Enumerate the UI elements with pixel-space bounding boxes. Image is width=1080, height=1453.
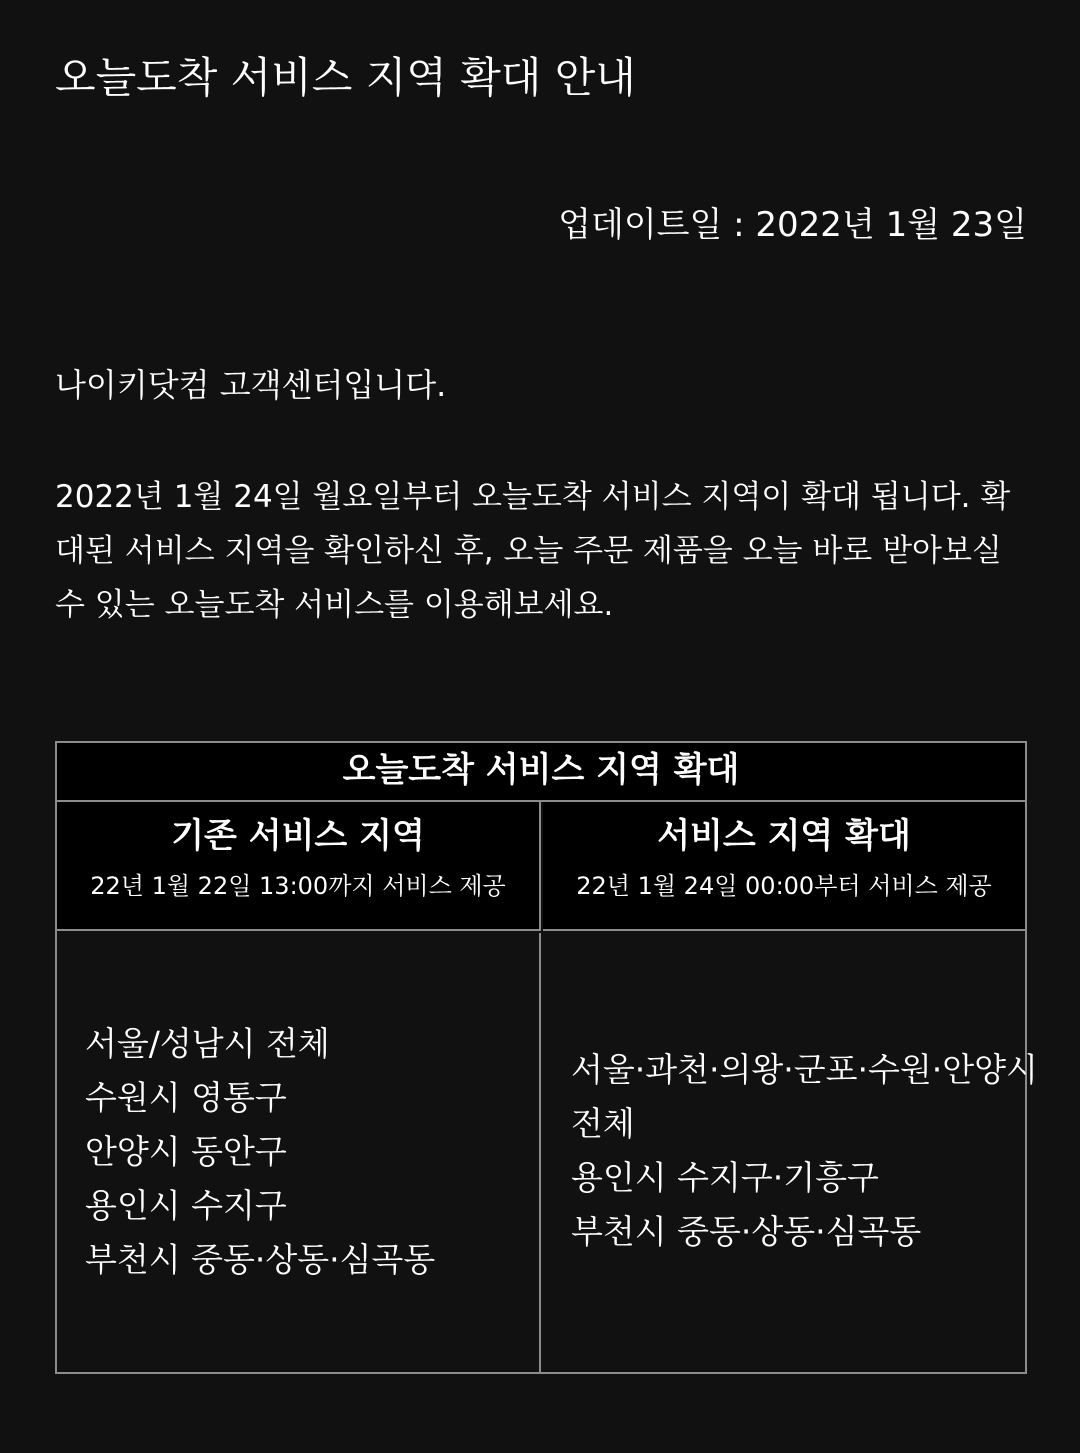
region-item: 안양시 동안구 — [85, 1132, 287, 1171]
body-line: 대된 서비스 지역을 확인하신 후, 오늘 주문 제품을 오늘 바로 받아보실 — [55, 533, 1002, 569]
expanded-area-period: 22년 1월 24일 00:00부터 서비스 제공 — [576, 872, 992, 900]
page-title: 오늘도착 서비스 지역 확대 안내 — [55, 53, 636, 102]
region-item: 용인시 수지구·기흥구 — [571, 1158, 879, 1197]
service-area-table — [55, 741, 1038, 1374]
notice-body — [55, 470, 1027, 632]
existing-area-period: 22년 1월 22일 13:00까지 서비스 제공 — [90, 872, 506, 900]
region-item: 서울/성남시 전체 — [85, 1024, 330, 1063]
body-line: 2022년 1월 24일 월요일부터 오늘도착 서비스 지역이 확대 됩니다. 확 — [55, 479, 1011, 515]
greeting-text: 나이키닷컴 고객센터입니다. — [55, 366, 447, 404]
expanded-area-title: 서비스 지역 확대 — [657, 816, 911, 856]
existing-area-cell — [57, 933, 541, 1372]
region-item: 용인시 수지구 — [85, 1186, 287, 1225]
body-line: 수 있는 오늘도착 서비스를 이용해보세요. — [55, 587, 614, 623]
expanded-region-list — [571, 1043, 1038, 1259]
update-date: 업데이트일 : 2022년 1월 23일 — [558, 205, 1027, 245]
existing-area-heading — [57, 802, 541, 931]
existing-area-title: 기존 서비스 지역 — [171, 816, 425, 856]
region-item: 전체 — [571, 1104, 635, 1143]
region-item: 부천시 중동·상동·심곡동 — [85, 1240, 436, 1279]
region-item: 서울·과천·의왕·군포·수원·안양시 — [571, 1050, 1038, 1089]
existing-region-list — [85, 1017, 435, 1287]
region-item: 부천시 중동·상동·심곡동 — [571, 1212, 922, 1251]
region-item: 수원시 영통구 — [85, 1078, 287, 1117]
expanded-area-cell — [543, 933, 1038, 1372]
table-header: 오늘도착 서비스 지역 확대 — [57, 743, 1025, 802]
expanded-area-heading — [543, 802, 1025, 931]
